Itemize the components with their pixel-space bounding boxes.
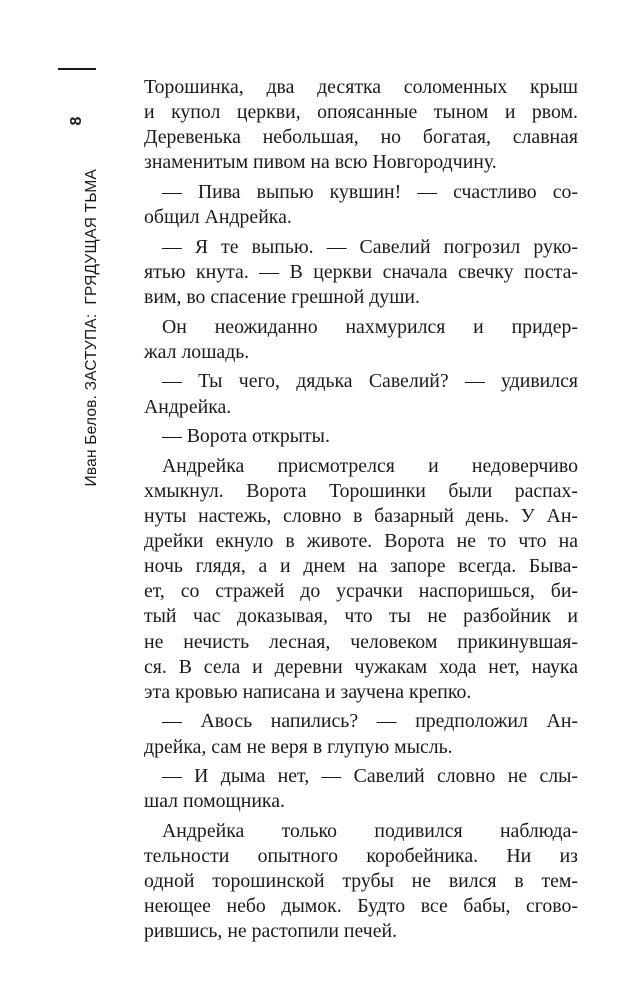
text-line: — Я те выпью. — Савелий погрозил руко- [162, 235, 578, 258]
text-line: Андрейка присмотрелся и недоверчиво [162, 454, 578, 477]
running-head-title: ГРЯДУЩАЯ ТЬМА [83, 169, 100, 305]
text-line: рившись, не растопили печей. [144, 920, 398, 943]
paragraph [144, 709, 578, 759]
paragraph [144, 369, 578, 419]
text-line: дрейки екнуло в животе. Ворота не то что на [144, 530, 578, 553]
page-number: 8 [68, 116, 85, 126]
text-line: — Авось напились? — предположил Ан- [162, 710, 578, 733]
text-line: тый час доказывая, что ты не разбойник и [144, 605, 578, 628]
paragraph [144, 235, 578, 310]
body-text [144, 75, 578, 949]
running-head-author: Иван Белов. [83, 394, 100, 487]
text-line: вим, во спасение грешной души. [144, 285, 420, 308]
text-line: ся. В села и деревни чужакам хода нет, наука [144, 655, 578, 678]
text-line: — Ворота открыты. [162, 425, 330, 448]
text-line: и купол церкви, опоясанные тыном и рвом. [144, 101, 578, 124]
text-line: эта кровью написана и заучена крепко. [144, 680, 472, 703]
paragraph [144, 764, 578, 814]
paragraph [144, 315, 578, 365]
text-line: не нечисть лесная, человеком прикинувшая- [144, 630, 578, 653]
paragraph [144, 424, 578, 449]
paragraph [144, 819, 578, 944]
text-line: тельности опытного коробейника. Ни из [144, 845, 578, 868]
text-line: Он неожиданно нахмурился и придер- [162, 315, 578, 338]
text-line: знаменитым пивом на всю Новгородчину. [144, 151, 497, 174]
paragraph [144, 454, 578, 705]
text-line: — И дыма нет, — Савелий словно не слы- [162, 765, 578, 788]
text-line: Андрейка только подивился наблюда- [162, 819, 578, 842]
text-line: — Пива выпью кувшин! — счастливо со- [162, 180, 578, 203]
text-line: общил Андрейка. [144, 206, 292, 229]
running-head-series: ЗАСТУПА: [83, 313, 100, 391]
text-line: одной торошинской трубы не вился в тем- [144, 870, 578, 893]
side-margin [62, 80, 100, 550]
text-line: ночь глядя, а и днем на запоре всегда. Быва- [144, 555, 578, 578]
paragraph [144, 75, 578, 175]
text-line: Торошинка, два десятка соломенных крыш [144, 76, 578, 98]
header-rule [58, 68, 96, 70]
text-line: дрейка, сам не веря в глупую мысль. [144, 735, 453, 758]
text-line: неющее небо дымок. Будто все бабы, сгово- [144, 895, 578, 918]
text-line: ет, со стражей до усрачки наспоришься, би- [144, 580, 578, 603]
text-line: шал помощника. [144, 790, 285, 813]
text-line: хмыкнул. Ворота Торошинки были распах- [144, 479, 578, 502]
text-line: нуты настежь, словно в базарный день. У Ан- [144, 505, 578, 528]
text-line: Деревенька небольшая, но богатая, славная [144, 126, 578, 149]
text-line: Андрейка. [144, 395, 232, 418]
text-line: жал лошадь. [144, 340, 250, 363]
paragraph [144, 180, 578, 230]
text-line: ятью кнута. — В церкви сначала свечку поста- [144, 260, 578, 283]
text-line: — Ты чего, дядька Савелий? — удивился [162, 370, 578, 393]
